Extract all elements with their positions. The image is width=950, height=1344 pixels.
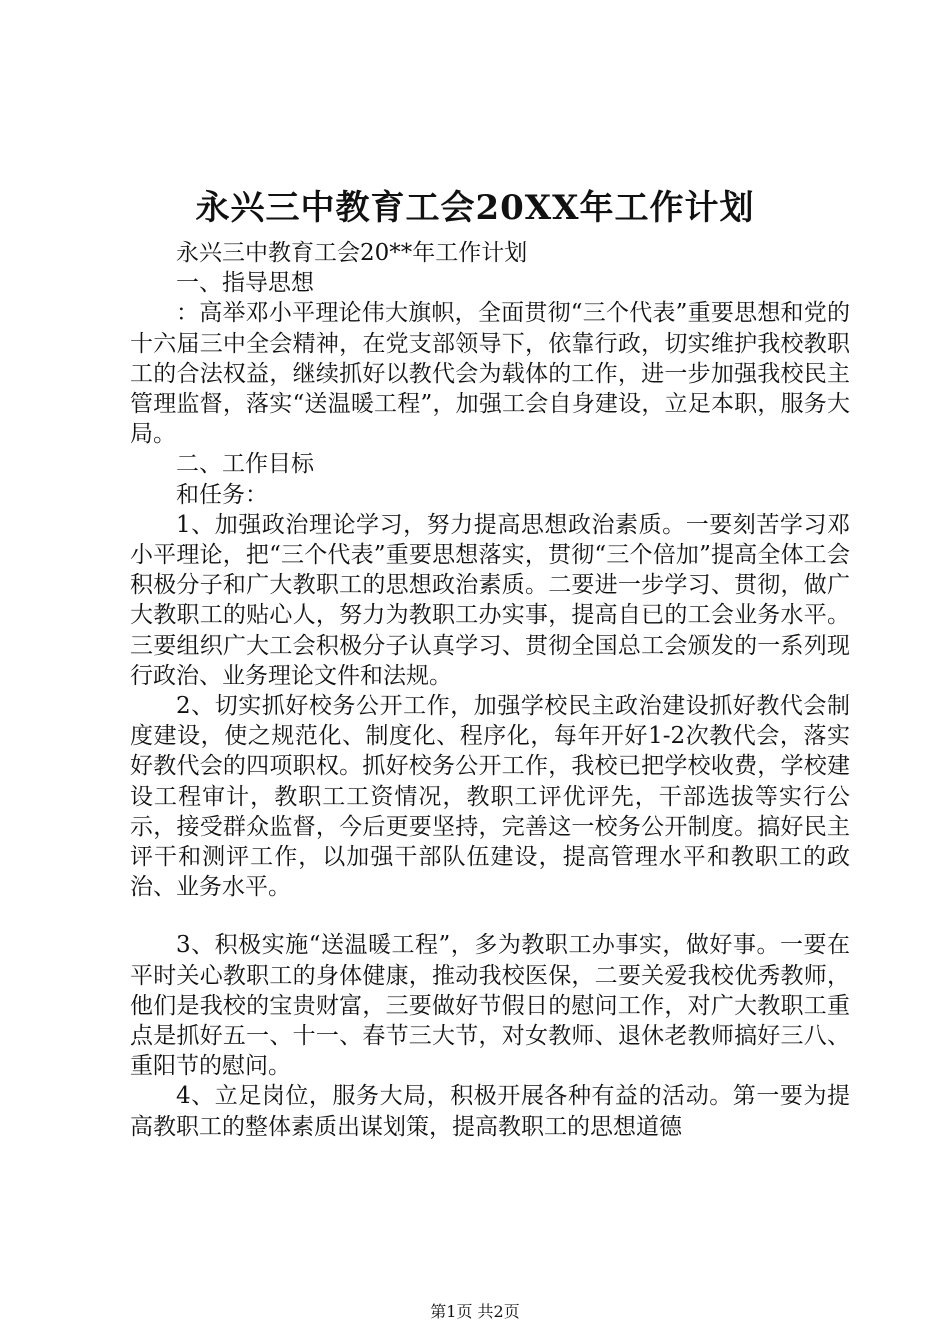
paragraph-guiding-ideology: ：高举邓小平理论伟大旗帜，全面贯彻“三个代表”重要思想和党的十六届三中全会精神，在党支部领导下，依靠行政，切实维护我校教职工的合法权益，继续抓好以教代会为载体的工作，进一步加强我校民主管理监督，落实“送温暖工程”，加强工会自身建设，立足本职，服务大局。 — [130, 300, 850, 448]
page-title: 永兴三中教育工会20XX年工作计划 — [195, 188, 755, 228]
paragraph-item-1: 1、加强政治理论学习，努力提高思想政治素质。一要刻苦学习邓小平理论，把“三个代表”重要思想落实，贯彻“三个倍加”提高全体工会积极分子和广大教职工的思想政治素质。二要进一步学习、贯彻，做广大教职工的贴心人，努力为教职工办实事，提高自已的工会业务水平。三要组织广大工会积极分子认真学习、贯彻全国总工会颁发的一系列现行政治、业务理论文件和法规。 — [130, 511, 850, 689]
paragraph-subtitle: 永兴三中教育工会20**年工作计划 — [176, 240, 528, 266]
page-number: 第1页 共2页 — [430, 1302, 520, 1321]
paragraph-item-4: 4、立足岗位，服务大局，积极开展各种有益的活动。第一要为提高教职工的整体素质出谋划策，提高教职工的思想道德 — [130, 1083, 850, 1140]
paragraph-item-3: 3、积极实施“送温暖工程”，多为教职工办事实，做好事。一要在平时关心教职工的身体健康，推动我校医保，二要关爱我校优秀教师，他们是我校的宝贵财富，三要做好节假日的慰问工作，对广大教职工重点是抓好五一、十一、春节三大节，对女教师、退休老教师搞好三八、重阳节的慰问。 — [130, 932, 850, 1080]
paragraph-section-heading-2: 二、工作目标 — [176, 451, 314, 478]
paragraph-tasks-label: 和任务： — [176, 481, 268, 508]
paragraph-section-heading-1: 一、指导思想 — [176, 270, 314, 297]
document-body — [130, 238, 850, 1142]
paragraph-item-2: 2、切实抓好校务公开工作，加强学校民主政治建设抓好教代会制度建设，使之规范化、制度化、程序化，每年开好1-2次教代会，落实好教代会的四项职权。抓好校务公开工作，我校已把学校收费，学校建设工程审计，教职工工资情况，教职工评优评先，干部选拔等实行公示，接受群众监督，今后更要坚持，完善这一校务公开制度。搞好民主评干和测评工作，以加强干部队伍建设，提高管理水平和教职工的政治、业务水平。 — [130, 693, 850, 901]
